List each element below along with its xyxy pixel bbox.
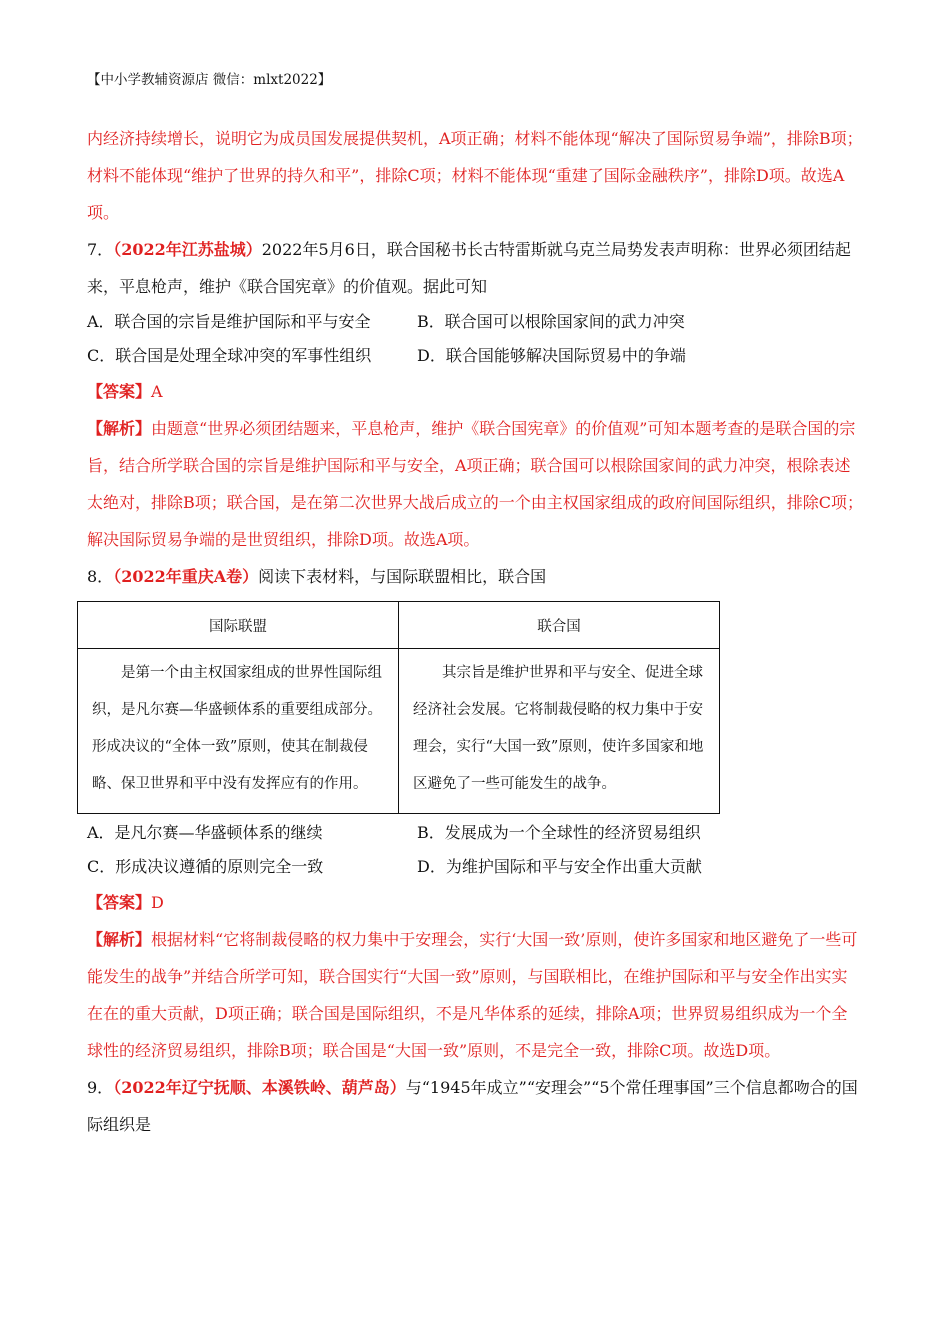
q8-stem-text: 阅读下表材料，与国际联盟相比，联合国 [258,567,547,586]
q8-table-header-un: 联合国 [399,602,720,649]
q8-answer-value: D [151,893,164,912]
q7-analysis-label: 【解析】 [87,419,152,438]
q8-options-row1 [87,816,863,850]
q8-analysis [87,921,863,1069]
q7-answer [87,373,863,410]
q8-table-cell-league: 是第一个由主权国家组成的世界性国际组织，是凡尔赛—华盛顿体系的重要组成部分。形成决议的“全体一致”原则，使其在制裁侵略、保卫世界和平中没有发挥应有的作用。 [78,649,399,814]
q7-stem-text: 2022年5月6日，联合国秘书长古特雷斯就乌克兰局势发表声明称：世界必须团结起来，平息枪声，维护《联合国宪章》的价值观。据此可知 [87,240,851,296]
q7-answer-label: 【答案】 [87,382,152,401]
q8-number: 8． [87,567,114,586]
q7-source: （2022年江苏盐城） [113,240,262,259]
q7-option-d: D．联合国能够解决国际贸易中的争端 [417,346,686,365]
q7-options-row1 [87,305,863,339]
q8-source: （2022年重庆A卷） [113,567,259,586]
q8-stem [87,558,863,595]
q9-source: （2022年辽宁抚顺、本溪铁岭、葫芦岛） [113,1078,406,1097]
q7-answer-value: A [151,382,163,401]
q8-table-header-league: 国际联盟 [78,602,399,649]
q7-option-a: A．联合国的宗旨是维护国际和平与安全 [87,312,371,331]
page-header: 【中小学教辅资源店 微信：mlxt2022】 [87,72,332,88]
q8-analysis-label: 【解析】 [87,930,152,949]
q7-stem [87,231,863,305]
q7-options-row2 [87,339,863,373]
q8-answer-label: 【答案】 [87,893,152,912]
q8-table-cell-un: 其宗旨是维护世界和平与安全、促进全球经济社会发展。它将制裁侵略的权力集中于安理会，实行“大国一致”原则，使许多国家和地区避免了一些可能发生的战争。 [399,649,720,814]
q8-analysis-text: 根据材料“它将制裁侵略的权力集中于安理会，实行‘大国一致’原则，使许多国家和地区避免了一些可能发生的战争”并结合所学可知，联合国实行“大国一致”原则，与国联相比，在维护国际和平与安全作出实实在在的重大贡献，D项正确；联合国是国际组织，不是凡华体系的延续，排除A项；世界贸易组织成为一个全球性的经济贸易组织，排除B项；联合国是“大国一致”原则，不是完全一致，排除C项。故选D项。 [87,930,858,1060]
document-body [87,120,863,1143]
q8-material-table [77,601,720,814]
q8-answer [87,884,863,921]
q9-stem-text: 与“1945年成立”“安理会”“5个常任理事国”三个信息都吻合的国际组织是 [87,1078,858,1134]
q7-option-c: C．联合国是处理全球冲突的军事性组织 [87,346,372,365]
q8-options-row2 [87,850,863,884]
q7-analysis [87,410,863,558]
q8-option-d: D．为维护国际和平与安全作出重大贡献 [417,857,702,876]
q7-number: 7． [87,240,114,259]
q8-option-a: A．是凡尔赛—华盛顿体系的继续 [87,823,323,842]
q6-analysis-tail: 内经济持续增长，说明它为成员国发展提供契机，A项正确；材料不能体现“解决了国际贸易争端”，排除B项；材料不能体现“维护了世界的持久和平”，排除C项；材料不能体现“重建了国际金融秩序”，排除D项。故选A项。 [87,129,863,222]
q7-analysis-text: 由题意“世界必须团结题来，平息枪声，维护《联合国宪章》的价值观”可知本题考查的是联合国的宗旨，结合所学联合国的宗旨是维护国际和平与安全，A项正确；联合国可以根除国家间的武力冲突，根除表述太绝对，排除B项；联合国，是在第二次世界大战后成立的一个由主权国家组成的政府间国际组织，排除C项；解决国际贸易争端的是世贸组织，排除D项。故选A项。 [87,419,864,549]
q7-option-b: B．联合国可以根除国家间的武力冲突 [417,312,685,331]
q9-stem [87,1069,863,1143]
q8-option-b: B．发展成为一个全球性的经济贸易组织 [417,823,701,842]
q8-option-c: C．形成决议遵循的原则完全一致 [87,857,324,876]
q9-number: 9． [87,1078,114,1097]
